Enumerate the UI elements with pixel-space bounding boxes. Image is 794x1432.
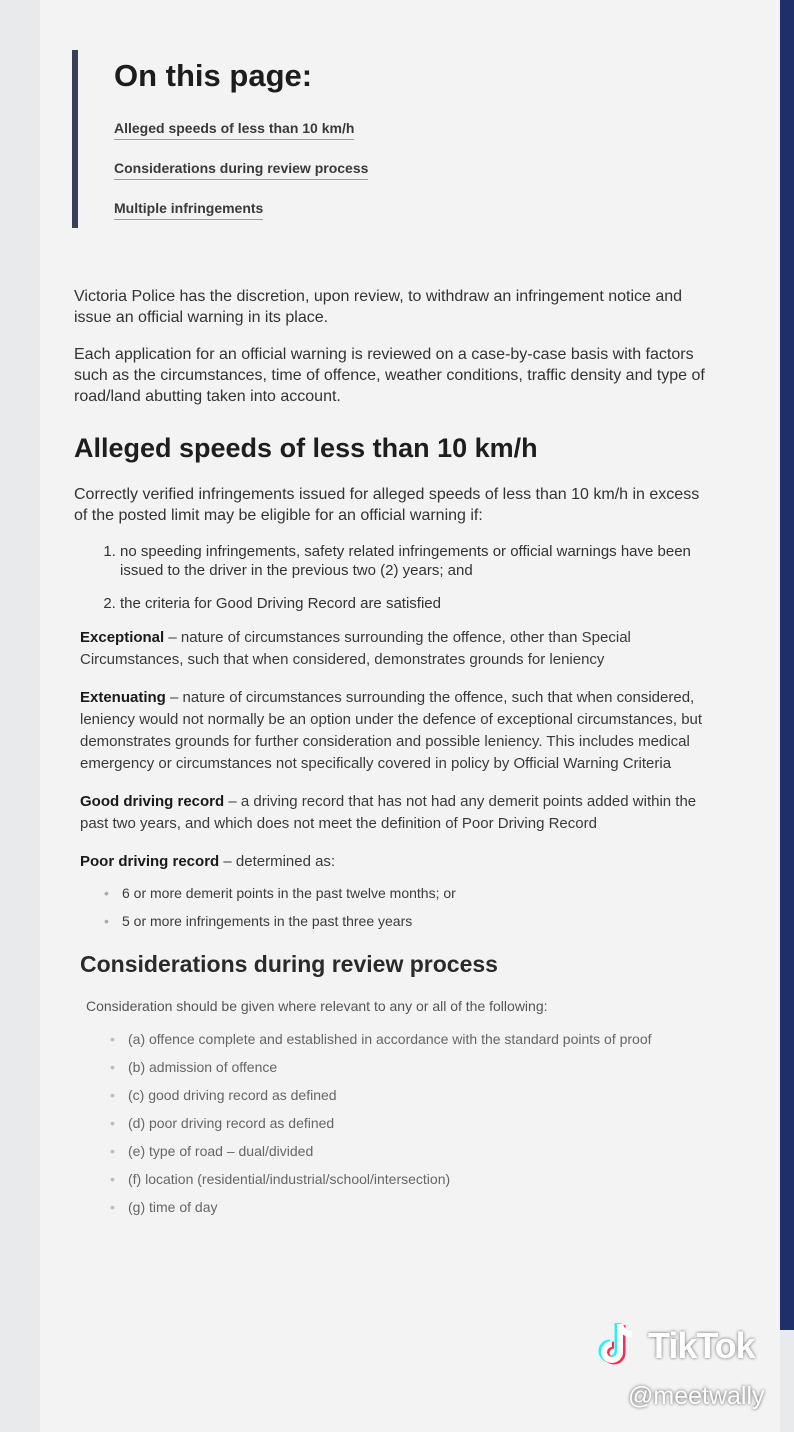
list-item: • 6 or more demerit points in the past twelve months; or xyxy=(104,885,714,901)
intro-paragraph-1: Victoria Police has the discretion, upon review, to withdraw an infringement notice and issue an official warning in its place. xyxy=(74,288,683,326)
definition-good-driving-record xyxy=(80,791,714,835)
list-item: • (c) good driving record as defined xyxy=(104,1086,714,1104)
list-item: • (e) type of road – dual/divided xyxy=(104,1142,714,1160)
definition-poor-driving-record xyxy=(80,851,714,873)
criteria-item: 2. the criteria for Good Driving Record are satisfied xyxy=(120,594,714,613)
toc-link-alleged-speeds[interactable]: Alleged speeds of less than 10 km/h xyxy=(114,120,354,140)
list-item: • (f) location (residential/industrial/school/intersection) xyxy=(104,1170,714,1188)
on-this-page-nav xyxy=(72,50,492,228)
main-content xyxy=(74,286,714,1226)
criteria-list xyxy=(74,542,714,613)
intro-paragraph-2: Each application for an official warning is reviewed on a case-by-case basis with factors such as the circumstances, time of offence, weather conditions, traffic density and type of road/land abutting taken into account. xyxy=(74,346,705,405)
definition-extenuating xyxy=(80,687,714,775)
section-heading-considerations: Considerations during review process xyxy=(80,951,498,977)
list-item: • (g) time of day xyxy=(104,1198,714,1216)
definition-term: Poor driving record xyxy=(80,853,220,870)
section1-lead: Correctly verified infringements issued for alleged speeds of less than 10 km/h in excess of the posted limit may be eligible for an official warning if: xyxy=(74,486,700,524)
definition-text: – a driving record that has not had any demerit points added within the past two years, and which does not meet the definition of Poor Driving Record xyxy=(80,793,697,832)
list-item: • (a) offence complete and established in accordance with the standard points of proof xyxy=(104,1030,714,1048)
list-item: • (b) admission of offence xyxy=(104,1058,714,1076)
definition-term: Extenuating xyxy=(80,689,166,706)
definition-text: – nature of circumstances surrounding the offence, such that when considered, leniency would not normally be an option under the defence of exceptional circumstances, but demonstrates grounds for further consideration and possible leniency. This includes medical emergency or circumstances not specifically covered in policy by Official Warning Criteria xyxy=(80,689,703,772)
creator-handle: @meetwally xyxy=(628,1382,765,1410)
definition-term: Good driving record xyxy=(80,793,225,810)
definition-text: – determined as: xyxy=(219,853,336,870)
definition-term: Exceptional xyxy=(80,629,165,646)
toc-title: On this page: xyxy=(114,58,313,93)
poor-record-list xyxy=(104,885,714,929)
list-item: • 5 or more infringements in the past three years xyxy=(104,913,714,929)
toc-link-multiple-infringements[interactable]: Multiple infringements xyxy=(114,200,263,220)
section-heading-alleged-speeds: Alleged speeds of less than 10 km/h xyxy=(74,433,538,463)
considerations-list xyxy=(104,1030,714,1216)
right-edge-bar xyxy=(780,0,794,1330)
tiktok-note-icon xyxy=(596,1320,640,1372)
definition-exceptional xyxy=(80,627,714,671)
considerations-lead: Consideration should be given where relevant to any or all of the following: xyxy=(86,998,548,1014)
tiktok-brand-text: TikTok xyxy=(648,1325,755,1366)
definition-text: – nature of circumstances surrounding the offence, other than Special Circumstances, such that when considered, demonstrates grounds for leniency xyxy=(80,629,631,668)
toc-link-considerations[interactable]: Considerations during review process xyxy=(114,160,368,180)
list-item: • (d) poor driving record as defined xyxy=(104,1114,714,1132)
tiktok-watermark xyxy=(596,1318,755,1374)
criteria-item: 1. no speeding infringements, safety related infringements or official warnings have been issued to the driver in the previous two (2) years; and xyxy=(120,542,714,580)
